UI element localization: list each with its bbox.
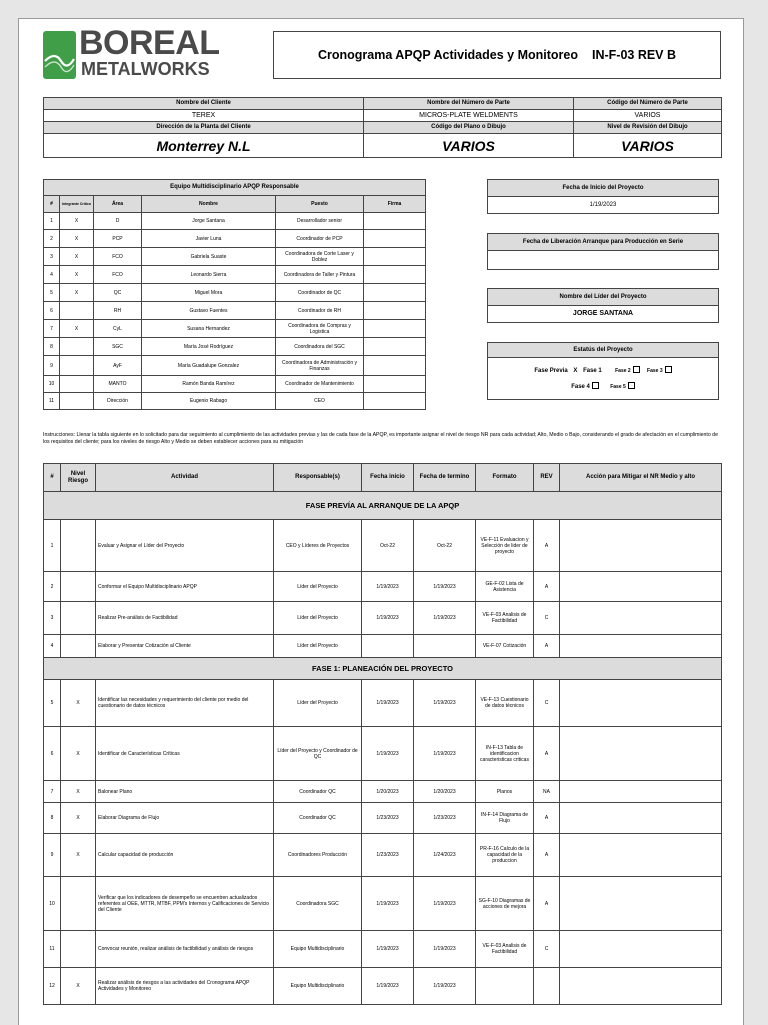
activity-rev — [534, 968, 560, 1005]
team-row-role: Coordinador de Mantenimiento — [276, 376, 364, 393]
team-row-num: 7 — [44, 320, 60, 338]
act-col-risk: Nivel Riesgo — [61, 464, 96, 492]
phase-prev-mark: X — [573, 367, 578, 374]
team-row-num: 9 — [44, 356, 60, 376]
team-row — [44, 284, 426, 302]
activity-end: 1/24/2023 — [414, 834, 476, 877]
drawing-code-value: VARIOS — [364, 134, 574, 158]
team-row-critical — [60, 338, 94, 356]
activity-start: Oct-22 — [362, 520, 414, 572]
team-row-num: 2 — [44, 230, 60, 248]
activity-rev: NA — [534, 781, 560, 803]
team-row-signature — [364, 376, 426, 393]
leader-label: Nombre del Líder del Proyecto — [488, 289, 719, 306]
act-col-start: Fecha inicio — [362, 464, 414, 492]
team-row — [44, 230, 426, 248]
activity-risk: X — [61, 680, 96, 727]
act-col-rev: REV — [534, 464, 560, 492]
team-col-critical: Integrante Crítico — [60, 196, 94, 213]
team-row-role: Coordinadora de Compras y Logistica — [276, 320, 364, 338]
team-row-role: Coordinadora de Administración y Finanzas — [276, 356, 364, 376]
activity-action — [560, 877, 722, 931]
logo-text-top: BOREAL — [79, 24, 220, 62]
team-col-name: Nombre — [142, 196, 276, 213]
activity-desc: Elaborar Diagrama de Flujo — [96, 803, 274, 834]
activity-start: 1/19/2023 — [362, 968, 414, 1005]
status-box — [487, 342, 719, 400]
team-row-name: Gabriela Suaste — [142, 248, 276, 266]
activity-desc: Identificar de Características Críticas — [96, 727, 274, 781]
activity-num: 7 — [44, 781, 61, 803]
activity-action — [560, 968, 722, 1005]
activity-start: 1/23/2023 — [362, 834, 414, 877]
activity-action — [560, 635, 722, 658]
team-row-critical: X — [60, 320, 94, 338]
phase1-label: Fase 1 — [583, 367, 602, 374]
team-row — [44, 393, 426, 410]
activity-rev: C — [534, 680, 560, 727]
team-row-area: CyL — [94, 320, 142, 338]
activity-desc: Realizar análisis de riesgos a las actividades del Cronograma APQP Actividades y Monitoreo — [96, 968, 274, 1005]
team-row-signature — [364, 266, 426, 284]
team-row-name: María José Rodríguez — [142, 338, 276, 356]
activity-num: 11 — [44, 931, 61, 968]
activity-start: 1/19/2023 — [362, 602, 414, 635]
activity-format: Planos — [476, 781, 534, 803]
activity-desc: Verificar que los indicadores de desempeño se encuentren actualizados referentes al OEE, MTTR, MTBF, PPM's Internos y Calificaciones de Servicio del Cliente — [96, 877, 274, 931]
activity-row — [44, 727, 722, 781]
start-date-value: 1/19/2023 — [488, 197, 719, 214]
activity-action — [560, 834, 722, 877]
activity-action — [560, 520, 722, 572]
activity-row — [44, 572, 722, 602]
activity-num: 10 — [44, 877, 61, 931]
act-col-num: # — [44, 464, 61, 492]
activity-num: 2 — [44, 572, 61, 602]
activity-responsible: Líder del Proyecto — [274, 635, 362, 658]
part-code-label: Código del Número de Parte — [574, 98, 722, 110]
team-col-signature: Firma — [364, 196, 426, 213]
activity-end: 1/19/2023 — [414, 931, 476, 968]
team-table — [43, 179, 426, 410]
activity-format: VE-F-11 Evaluacion y Selección de lider de proyecto — [476, 520, 534, 572]
team-row-area: MANTO — [94, 376, 142, 393]
team-row-area: AyF — [94, 356, 142, 376]
team-row-role: Coordinador de QC — [276, 284, 364, 302]
activity-end: 1/23/2023 — [414, 803, 476, 834]
team-row-critical: X — [60, 248, 94, 266]
activity-action — [560, 572, 722, 602]
document-page — [18, 18, 744, 1025]
team-row-name: Javier Luna — [142, 230, 276, 248]
act-col-action: Acción para Mitigar el NR Medio y alto — [560, 464, 722, 492]
phase3-checkbox[interactable] — [665, 366, 672, 373]
phase1-activity-rows — [44, 680, 722, 1005]
status-phases — [488, 358, 719, 400]
team-row-area: Dirección — [94, 393, 142, 410]
phase2-checkbox[interactable] — [633, 366, 640, 373]
activity-rev: A — [534, 834, 560, 877]
team-row-name: María Guadalupe Gonzalez — [142, 356, 276, 376]
phase3-label: Fase 3 — [647, 367, 663, 374]
activity-responsible: CEO y Líderes de Proyectos — [274, 520, 362, 572]
activity-format: VE-F-03 Analisis de Factibilidad — [476, 931, 534, 968]
activity-responsible: Coordinadores Producción — [274, 834, 362, 877]
document-title — [273, 31, 721, 79]
activity-row — [44, 781, 722, 803]
team-header-row — [44, 196, 426, 213]
activity-action — [560, 602, 722, 635]
activity-format: VE-F-07 Cotización — [476, 635, 534, 658]
activity-responsible: Líder del Proyecto y Coordinador de QC — [274, 727, 362, 781]
team-row-area: RH — [94, 302, 142, 320]
logo-icon — [43, 31, 76, 79]
phase5-label: Fase 5 — [610, 383, 626, 390]
team-col-num: # — [44, 196, 60, 213]
team-row-num: 11 — [44, 393, 60, 410]
activity-risk — [61, 931, 96, 968]
team-row — [44, 376, 426, 393]
activity-end: 1/19/2023 — [414, 572, 476, 602]
leader-value: JORGE SANTANA — [488, 306, 719, 323]
plant-address-label: Dirección de la Planta del Cliente — [44, 122, 364, 134]
team-row-area: PCP — [94, 230, 142, 248]
team-row-role: Coordinadora de Corte Laser y Doblez — [276, 248, 364, 266]
drawing-code-label: Código del Plano o Dibujo — [364, 122, 574, 134]
activity-risk: X — [61, 803, 96, 834]
activity-action — [560, 727, 722, 781]
client-info-table — [43, 97, 722, 158]
team-row-critical — [60, 356, 94, 376]
leader-box — [487, 288, 719, 323]
activity-action — [560, 931, 722, 968]
activity-responsible: Coordinador QC — [274, 781, 362, 803]
drawing-rev-label: Nivel de Revisión del Dibujo — [574, 122, 722, 134]
activity-format: IN-F-14 Diagrama de Flujo — [476, 803, 534, 834]
activity-rev: C — [534, 602, 560, 635]
team-row-signature — [364, 338, 426, 356]
team-row-critical: X — [60, 230, 94, 248]
release-date-box — [487, 233, 719, 270]
team-row-role: Coordinador de RH — [276, 302, 364, 320]
team-row-signature — [364, 248, 426, 266]
activity-action — [560, 803, 722, 834]
team-row — [44, 248, 426, 266]
activity-format: VE-F-13 Cuestionario de datos técnicos — [476, 680, 534, 727]
activity-rev: C — [534, 931, 560, 968]
logo-text-bottom: METALWORKS — [81, 59, 210, 79]
instructions-text: Instrucciones: Llenar la tabla siguiente en lo solicitado para dar seguimiento al cumplimiento de las actividades previas y las de cada fase de la APQP, es importante asignar el nivel de riesgo NR para cada actividad; Alto, Medio o Bajo, considerando el grado de afectación en el cumplimiento de los requisitos del cliente; para los niveles de riesgo Alto y Medio se deben establecer acciones para su mitigación — [43, 432, 718, 445]
activity-risk — [61, 635, 96, 658]
activity-desc: Identificar las necesidades y requerimiento del cliente por medio del cuestionario de datos técnicos — [96, 680, 274, 727]
team-row-area: QC — [94, 284, 142, 302]
act-col-end: Fecha de termino — [414, 464, 476, 492]
activity-num: 6 — [44, 727, 61, 781]
title-text: Cronograma APQP Actividades y Monitoreo — [317, 48, 578, 62]
activity-start: 1/19/2023 — [362, 877, 414, 931]
activity-row — [44, 635, 722, 658]
activity-rev: A — [534, 572, 560, 602]
team-row-name: Miguel Mora — [142, 284, 276, 302]
activity-end: Oct-22 — [414, 520, 476, 572]
part-name-value: MICROS-PLATE WELDMENTS — [364, 110, 574, 122]
activities-table — [43, 463, 722, 1005]
team-row-area: D — [94, 213, 142, 230]
activity-num: 4 — [44, 635, 61, 658]
team-row-role: Coordinadora de Taller y Pintura — [276, 266, 364, 284]
start-date-box — [487, 179, 719, 214]
release-date-label: Fecha de Liberación Arranque para Producción en Serie — [488, 234, 719, 251]
activity-format: PR-F-16 Calculo de la capacidad de la produccion — [476, 834, 534, 877]
team-row — [44, 338, 426, 356]
team-row-name: Jorge Santana — [142, 213, 276, 230]
release-date-value — [488, 251, 719, 270]
activity-start — [362, 635, 414, 658]
team-row-critical: X — [60, 284, 94, 302]
team-row-role: Desarrollador senior — [276, 213, 364, 230]
activity-start: 1/19/2023 — [362, 572, 414, 602]
activity-risk: X — [61, 727, 96, 781]
activity-row — [44, 968, 722, 1005]
team-row-signature — [364, 393, 426, 410]
team-row-role: Coordinador de PCP — [276, 230, 364, 248]
activity-num: 3 — [44, 602, 61, 635]
activity-rev: A — [534, 803, 560, 834]
activity-responsible: Coordinadora SGC — [274, 877, 362, 931]
activity-risk: X — [61, 968, 96, 1005]
team-row — [44, 320, 426, 338]
activity-desc: Elaborar y Presentar Cotización al Cliente — [96, 635, 274, 658]
team-row-num: 8 — [44, 338, 60, 356]
team-row-name: Leonardo Sierra — [142, 266, 276, 284]
act-col-format: Formato — [476, 464, 534, 492]
team-row — [44, 302, 426, 320]
part-code-value: VARIOS — [574, 110, 722, 122]
activity-row — [44, 680, 722, 727]
section-prev-title: FASE PREVÍA AL ARRANQUE DE LA APQP — [44, 492, 722, 520]
phase2-label: Fase 2 — [615, 367, 631, 374]
doc-code: IN-F-03 REV B — [591, 48, 677, 62]
team-row-critical: X — [60, 266, 94, 284]
activity-row — [44, 931, 722, 968]
team-rows — [44, 213, 426, 410]
activity-end: 1/19/2023 — [414, 968, 476, 1005]
team-row-signature — [364, 320, 426, 338]
activity-rev: A — [534, 877, 560, 931]
activity-desc: Realizar Pre-análisis de Factibilidad — [96, 602, 274, 635]
team-row-area: FCO — [94, 266, 142, 284]
team-row-critical — [60, 393, 94, 410]
team-row-num: 10 — [44, 376, 60, 393]
activity-risk — [61, 877, 96, 931]
team-col-role: Puesto — [276, 196, 364, 213]
activity-desc: Balonear Plano — [96, 781, 274, 803]
activity-format: IN-F-13 Tabla de identificacion caracteristicas criticas — [476, 727, 534, 781]
activity-desc: Conformar el Equipo Multidisciplinario APQP — [96, 572, 274, 602]
team-row-signature — [364, 302, 426, 320]
phase4-checkbox[interactable] — [592, 382, 599, 389]
activity-row — [44, 602, 722, 635]
activity-num: 9 — [44, 834, 61, 877]
activity-responsible: Líder del Proyecto — [274, 680, 362, 727]
activity-start: 1/20/2023 — [362, 781, 414, 803]
activity-row — [44, 803, 722, 834]
activity-end — [414, 635, 476, 658]
activity-num: 5 — [44, 680, 61, 727]
plant-address-value: Monterrey N.L — [44, 134, 364, 158]
section-1-title: FASE 1: PLANEACIÓN DEL PROYECTO — [44, 658, 722, 680]
team-row — [44, 213, 426, 230]
activity-end: 1/19/2023 — [414, 602, 476, 635]
team-row-name: Susana Hernandez — [142, 320, 276, 338]
team-row-name: Gustavo Fuentes — [142, 302, 276, 320]
act-col-activity: Actividad — [96, 464, 274, 492]
team-row-signature — [364, 213, 426, 230]
activity-start: 1/19/2023 — [362, 680, 414, 727]
team-row-name: Ramón Banda Ramírez — [142, 376, 276, 393]
team-row-num: 4 — [44, 266, 60, 284]
client-name-value: TEREX — [44, 110, 364, 122]
team-row-signature — [364, 284, 426, 302]
activity-end: 1/19/2023 — [414, 680, 476, 727]
activity-format — [476, 968, 534, 1005]
team-row-role: CEO — [276, 393, 364, 410]
team-title: Equipo Multidisciplinario APQP Responsable — [44, 180, 426, 196]
team-row — [44, 356, 426, 376]
prev-activity-rows — [44, 520, 722, 658]
team-row-num: 1 — [44, 213, 60, 230]
activity-responsible: Líder del Proyecto — [274, 572, 362, 602]
activity-start: 1/23/2023 — [362, 803, 414, 834]
team-row-name: Eugenio Rabago — [142, 393, 276, 410]
activity-end: 1/19/2023 — [414, 727, 476, 781]
activity-start: 1/19/2023 — [362, 727, 414, 781]
activity-num: 1 — [44, 520, 61, 572]
activity-format: SG-F-10 Diagramas de acciones de mejora — [476, 877, 534, 931]
team-row-num: 5 — [44, 284, 60, 302]
activity-action — [560, 680, 722, 727]
act-col-resp: Responsable(s) — [274, 464, 362, 492]
team-row-role: Coordinadora del SGC — [276, 338, 364, 356]
team-row-area: FCO — [94, 248, 142, 266]
activity-row — [44, 877, 722, 931]
activity-desc: Calcular capacidad de producción — [96, 834, 274, 877]
activity-risk — [61, 520, 96, 572]
team-row-signature — [364, 230, 426, 248]
team-row-critical: X — [60, 213, 94, 230]
activity-responsible: Equipo Multidisciplinario — [274, 968, 362, 1005]
activity-risk: X — [61, 834, 96, 877]
activity-responsible: Coordinador QC — [274, 803, 362, 834]
activity-responsible: Líder del Proyecto — [274, 602, 362, 635]
activity-row — [44, 834, 722, 877]
team-row-num: 3 — [44, 248, 60, 266]
activity-end: 1/20/2023 — [414, 781, 476, 803]
activity-responsible: Equipo Multidisciplinario — [274, 931, 362, 968]
team-row-critical — [60, 302, 94, 320]
activity-desc: Convocar reunión, realizar análisis de factibilidad y análisis de riesgos — [96, 931, 274, 968]
team-row-critical — [60, 376, 94, 393]
activity-format: VE-F-03 Analisis de Factibilidad — [476, 602, 534, 635]
activity-num: 12 — [44, 968, 61, 1005]
activity-rev: A — [534, 727, 560, 781]
phase5-checkbox[interactable] — [628, 382, 635, 389]
start-date-label: Fecha de Inicio del Proyecto — [488, 180, 719, 197]
team-row-num: 6 — [44, 302, 60, 320]
client-name-label: Nombre del Cliente — [44, 98, 364, 110]
phase4-label: Fase 4 — [571, 383, 590, 390]
activity-start: 1/19/2023 — [362, 931, 414, 968]
part-name-label: Nombre del Número de Parte — [364, 98, 574, 110]
activity-row — [44, 520, 722, 572]
phase-prev-label: Fase Previa — [534, 367, 568, 374]
activity-rev: A — [534, 520, 560, 572]
activity-rev: A — [534, 635, 560, 658]
activity-format: GE-F-02 Lista de Asistencia — [476, 572, 534, 602]
drawing-rev-value: VARIOS — [574, 134, 722, 158]
activity-risk: X — [61, 781, 96, 803]
team-col-area: Área — [94, 196, 142, 213]
team-row-signature — [364, 356, 426, 376]
team-row — [44, 266, 426, 284]
activity-risk — [61, 602, 96, 635]
activity-num: 8 — [44, 803, 61, 834]
activity-action — [560, 781, 722, 803]
activity-desc: Evaluar y Asignar el Líder del Proyecto — [96, 520, 274, 572]
activity-risk — [61, 572, 96, 602]
activity-end: 1/19/2023 — [414, 877, 476, 931]
status-label: Estatús del Proyecto — [488, 343, 719, 358]
activities-header-row — [44, 464, 722, 492]
team-row-area: SGC — [94, 338, 142, 356]
